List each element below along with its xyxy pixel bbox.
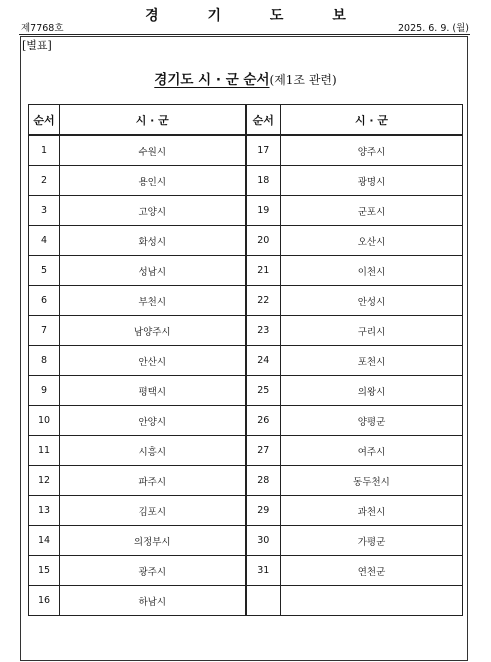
- order-cell: [246, 586, 281, 616]
- city-county-cell: 화성시: [60, 226, 246, 256]
- order-cell: 25: [246, 376, 281, 406]
- city-county-cell: 양평군: [281, 406, 463, 436]
- city-county-cell: 고양시: [60, 196, 246, 226]
- city-county-cell: 안산시: [60, 346, 246, 376]
- table-row: [29, 436, 463, 466]
- order-cell: 9: [29, 376, 60, 406]
- order-cell: 27: [246, 436, 281, 466]
- order-cell: 30: [246, 526, 281, 556]
- table-row: [29, 556, 463, 586]
- order-cell: 28: [246, 466, 281, 496]
- table-row: [29, 376, 463, 406]
- column-header-name-right: 시 · 군: [281, 105, 463, 136]
- city-county-cell: 시흥시: [60, 436, 246, 466]
- table-row: [29, 166, 463, 196]
- city-county-cell: 의왕시: [281, 376, 463, 406]
- city-county-cell: 안성시: [281, 286, 463, 316]
- document-title-main: 경기도 시 · 군 순서: [154, 72, 270, 88]
- order-cell: 15: [29, 556, 60, 586]
- document-title-note: (제1조 관련): [269, 73, 337, 87]
- order-cell: 18: [246, 166, 281, 196]
- city-county-cell: 평택시: [60, 376, 246, 406]
- column-header-order-right: 순서: [246, 105, 281, 136]
- order-cell: 1: [29, 135, 60, 166]
- order-cell: 14: [29, 526, 60, 556]
- city-county-cell: 안양시: [60, 406, 246, 436]
- city-county-cell: 군포시: [281, 196, 463, 226]
- order-cell: 7: [29, 316, 60, 346]
- order-cell: 10: [29, 406, 60, 436]
- city-county-cell: 연천군: [281, 556, 463, 586]
- table-row: [29, 286, 463, 316]
- city-county-order-table: [28, 104, 463, 616]
- gazette-title: 경 기 도 보: [145, 8, 368, 24]
- city-county-cell: 의정부시: [60, 526, 246, 556]
- table-row: [29, 526, 463, 556]
- city-county-cell: 용인시: [60, 166, 246, 196]
- city-county-cell: 광주시: [60, 556, 246, 586]
- city-county-cell: 오산시: [281, 226, 463, 256]
- order-cell: 8: [29, 346, 60, 376]
- city-county-cell: 구리시: [281, 316, 463, 346]
- issue-date: 2025. 6. 9. (월): [398, 23, 469, 34]
- order-cell: 2: [29, 166, 60, 196]
- order-cell: 11: [29, 436, 60, 466]
- table-row: [29, 496, 463, 526]
- order-cell: 20: [246, 226, 281, 256]
- order-cell: 29: [246, 496, 281, 526]
- order-cell: 6: [29, 286, 60, 316]
- table-row: [29, 346, 463, 376]
- table-row: [29, 256, 463, 286]
- table-row: [29, 316, 463, 346]
- order-cell: 23: [246, 316, 281, 346]
- order-cell: 12: [29, 466, 60, 496]
- order-cell: 3: [29, 196, 60, 226]
- city-county-cell: 포천시: [281, 346, 463, 376]
- city-county-cell: 김포시: [60, 496, 246, 526]
- city-county-cell: 수원시: [60, 135, 246, 166]
- order-cell: 21: [246, 256, 281, 286]
- table-row: [29, 466, 463, 496]
- table-row: [29, 586, 463, 616]
- city-county-cell: 동두천시: [281, 466, 463, 496]
- order-cell: 24: [246, 346, 281, 376]
- table-row: [29, 135, 463, 166]
- city-county-cell: 파주시: [60, 466, 246, 496]
- column-header-name-left: 시 · 군: [60, 105, 246, 136]
- order-cell: 19: [246, 196, 281, 226]
- city-county-cell: 가평군: [281, 526, 463, 556]
- order-cell: 13: [29, 496, 60, 526]
- city-county-cell: 여주시: [281, 436, 463, 466]
- annex-label: [별표]: [22, 39, 52, 52]
- header-rule: [19, 34, 470, 35]
- order-cell: 5: [29, 256, 60, 286]
- table-row: [29, 406, 463, 436]
- order-cell: 4: [29, 226, 60, 256]
- column-header-order-left: 순서: [29, 105, 60, 136]
- city-county-cell: 과천시: [281, 496, 463, 526]
- table-row: [29, 196, 463, 226]
- city-county-cell: 양주시: [281, 135, 463, 166]
- order-cell: 22: [246, 286, 281, 316]
- order-cell: 16: [29, 586, 60, 616]
- issue-number: 제7768호: [21, 23, 64, 34]
- order-cell: 26: [246, 406, 281, 436]
- document-title: [0, 68, 491, 88]
- table-row: [29, 226, 463, 256]
- city-county-cell: [281, 586, 463, 616]
- order-cell: 31: [246, 556, 281, 586]
- city-county-cell: 남양주시: [60, 316, 246, 346]
- table-body: [29, 135, 463, 616]
- city-county-cell: 광명시: [281, 166, 463, 196]
- city-county-cell: 이천시: [281, 256, 463, 286]
- table-header-row: [29, 105, 463, 136]
- order-cell: 17: [246, 135, 281, 166]
- city-county-cell: 부천시: [60, 286, 246, 316]
- city-county-cell: 하남시: [60, 586, 246, 616]
- city-county-cell: 성남시: [60, 256, 246, 286]
